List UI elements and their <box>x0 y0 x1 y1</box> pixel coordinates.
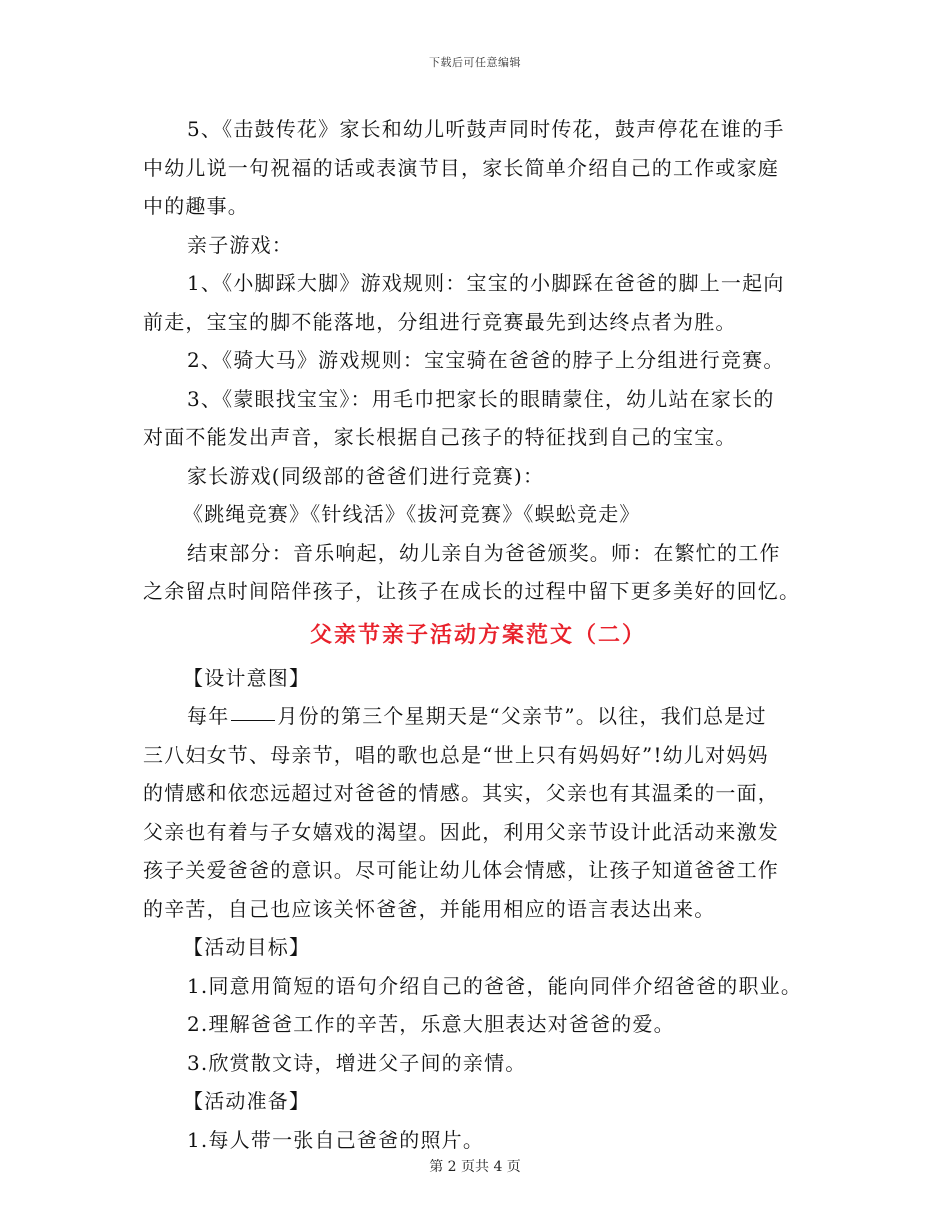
parent-games-list: 《跳绳竞赛》《针线活》《拔河竞赛》《蜈蚣竞走》 <box>183 502 641 526</box>
goals-heading: 【活动目标】 <box>183 935 311 959</box>
game1-line1: 1、《小脚踩大脚》游戏规则：宝宝的小脚踩在爸爸的脚上一起向 <box>187 271 785 295</box>
goal-3: 3.欣赏散文诗，增进父子间的亲情。 <box>187 1050 527 1075</box>
fill-in-blank <box>231 719 275 721</box>
page-footer: 第 2 页共 4 页 <box>429 1159 521 1175</box>
design-intent-heading: 【设计意图】 <box>183 665 311 690</box>
design-line1-post: 月份的第三个星期天是“父亲节”。以往，我们总是过 <box>277 704 767 728</box>
design-line6: 的辛苦，自己也应该关怀爸爸，并能用相应的语言表达出来。 <box>143 896 716 921</box>
section-title: 父亲节亲子活动方案范文（二） <box>309 622 646 648</box>
design-line4: 父亲也有着与子女嬉戏的渴望。因此，利用父亲节设计此活动来激发 <box>143 819 779 844</box>
page-header: 下载后可任意编辑 <box>429 56 521 69</box>
game2: 2、《骑大马》游戏规则：宝宝骑在爸爸的脖子上分组进行竞赛。 <box>187 348 785 372</box>
game3-line1: 3、《蒙眼找宝宝》：用毛巾把家长的眼睛蒙住，幼儿站在家长的 <box>187 386 775 411</box>
design-line3: 的情感和依恋远超过对爸爸的情感。其实，父亲也有其温柔的一面， <box>143 781 779 805</box>
design-line5: 孩子关爱爸爸的意识。尽可能让幼儿体会情感，让孩子知道爸爸工作 <box>143 858 779 882</box>
ending-line1: 结束部分：音乐响起，幼儿亲自为爸爸颁奖。师：在繁忙的工作 <box>187 540 781 565</box>
preparation-1: 1.每人带一张自己爸爸的照片。 <box>187 1127 485 1152</box>
goal-2: 2.理解爸爸工作的辛苦，乐意大胆表达对爸爸的爱。 <box>187 1012 675 1036</box>
paragraph-item5-line1: 5、《击鼓传花》家长和幼儿听鼓声同时传花，鼓声停花在谁的手 <box>187 117 785 141</box>
page-content <box>143 110 813 1159</box>
preparation-heading: 【活动准备】 <box>183 1089 311 1113</box>
ending-line2: 之余留点时间陪伴孩子，让孩子在成长的过程中留下更多美好的回忆。 <box>143 579 801 603</box>
paragraph-item5-line2: 中幼儿说一句祝福的话或表演节目，家长简单介绍自己的工作或家庭 <box>143 155 779 180</box>
heading-parent-child-games: 亲子游戏： <box>187 232 293 257</box>
game3-line2: 对面不能发出声音，家长根据自己孩子的特征找到自己的宝宝。 <box>143 425 737 449</box>
design-line1 <box>143 697 813 736</box>
goal-1: 1.同意用简短的语句介绍自己的爸爸，能向同伴介绍爸爸的职业。 <box>187 973 803 998</box>
game1-line2: 前走，宝宝的脚不能落地，分组进行竞赛最先到达终点者为胜。 <box>143 309 737 334</box>
design-line2: 三八妇女节、母亲节，唱的歌也总是“世上只有妈妈好”!幼儿对妈妈 <box>143 742 769 767</box>
design-line1-pre: 每年 <box>187 704 230 728</box>
heading-parent-games: 家长游戏(同级部的爸爸们进行竞赛)： <box>187 463 545 488</box>
paragraph-item5-line3: 中的趣事。 <box>143 194 249 218</box>
